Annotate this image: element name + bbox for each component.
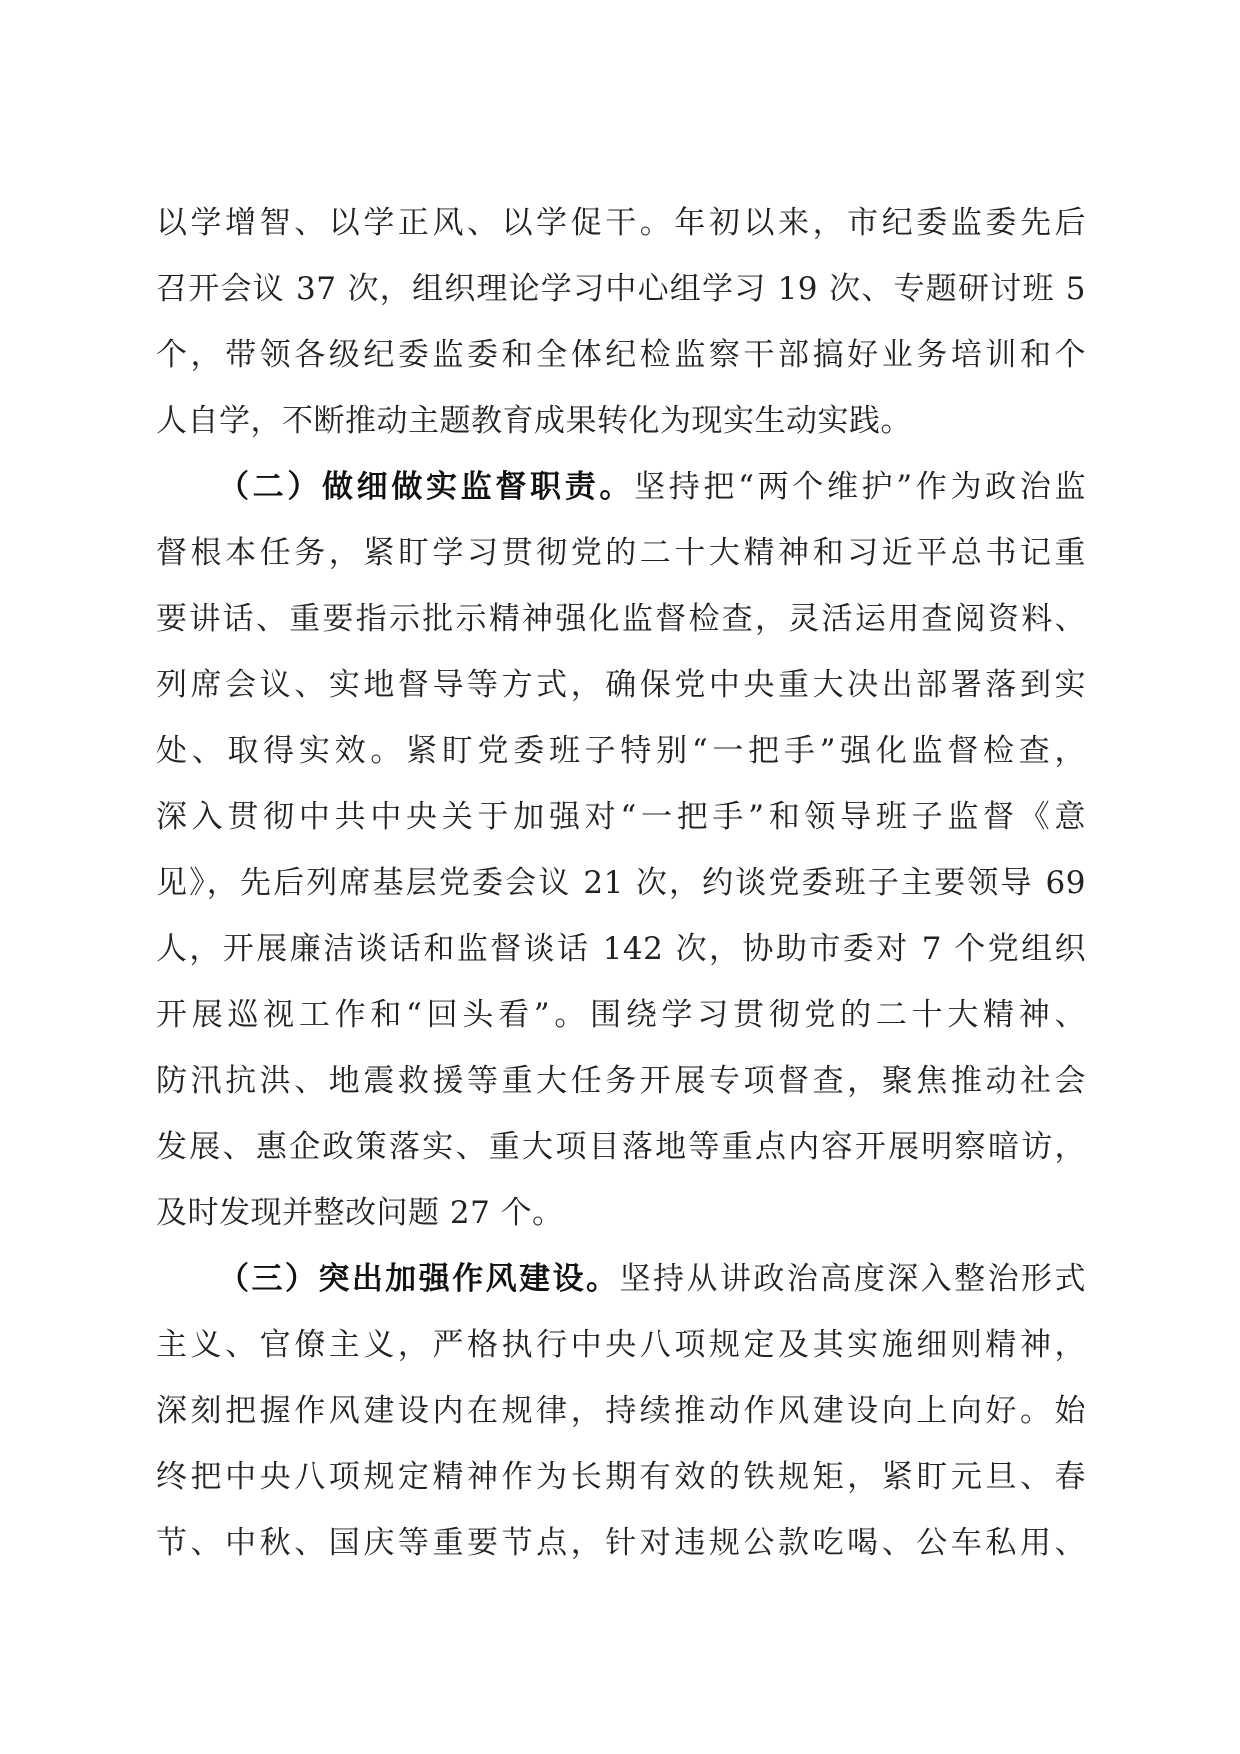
paragraph-line: 及时发现并整改问题 27 个。 [156, 1195, 564, 1231]
paragraph-line: 终把中央八项规定精神作为长期有效的铁规矩，紧盯元旦、春 [156, 1459, 1086, 1495]
section-heading-work-style: （三）突出加强作风建设。 [218, 1261, 620, 1297]
paragraph-line: 列席会议、实地督导等方式，确保党中央重大决出部署落到实 [156, 667, 1086, 703]
paragraph-study [156, 190, 1086, 454]
paragraph-line: 要讲话、重要指示批示精神强化监督检查，灵活运用查阅资料、 [156, 601, 1086, 637]
paragraph-line: 节、中秋、国庆等重要节点，针对违规公款吃喝、公车私用、 [156, 1525, 1086, 1561]
paragraph-line: 深入贯彻中共中央关于加强对“一把手”和领导班子监督《意 [156, 799, 1086, 835]
paragraph-line: 以学增智、以学正风、以学促干。年初以来，市纪委监委先后 [156, 205, 1086, 241]
paragraph-line: 主义、官僚主义，严格执行中央八项规定及其实施细则精神， [156, 1327, 1086, 1363]
paragraph-work-style [156, 1246, 1086, 1576]
paragraph-line: 召开会议 37 次，组织理论学习中心组学习 19 次、专题研讨班 5 [156, 271, 1086, 307]
paragraph-line: 防汛抗洪、地震救援等重大任务开展专项督查，聚焦推动社会 [156, 1063, 1086, 1099]
paragraph-line: 处、取得实效。紧盯党委班子特别“一把手”强化监督检查， [156, 733, 1086, 769]
paragraph-line: 发展、惠企政策落实、重大项目落地等重点内容开展明察暗访， [156, 1129, 1086, 1165]
paragraph-line: 人自学，不断推动主题教育成果转化为现实生动实践。 [156, 403, 912, 439]
paragraph-first-line-text: 坚持从讲政治高度深入整治形式 [619, 1261, 1087, 1297]
document-body [156, 190, 1086, 1576]
paragraph-first-line [156, 454, 1086, 520]
paragraph-line: 见》，先后列席基层党委会议 21 次，约谈党委班子主要领导 69 [156, 865, 1086, 901]
paragraph-supervision [156, 454, 1086, 1246]
section-heading-supervision: （二）做细做实监督职责。 [218, 469, 635, 505]
paragraph-first-line [156, 1246, 1086, 1312]
paragraph-line: 开展巡视工作和“回头看”。围绕学习贯彻党的二十大精神、 [156, 997, 1086, 1033]
paragraph-line: 深刻把握作风建设内在规律，持续推动作风建设向上向好。始 [156, 1393, 1086, 1429]
paragraph-first-line-text: 坚持把“两个维护”作为政治监 [634, 469, 1086, 505]
paragraph-line: 人，开展廉洁谈话和监督谈话 142 次，协助市委对 7 个党组织 [156, 931, 1086, 967]
paragraph-line: 个，带领各级纪委监委和全体纪检监察干部搞好业务培训和个 [156, 337, 1086, 373]
paragraph-line: 督根本任务，紧盯学习贯彻党的二十大精神和习近平总书记重 [156, 535, 1086, 571]
